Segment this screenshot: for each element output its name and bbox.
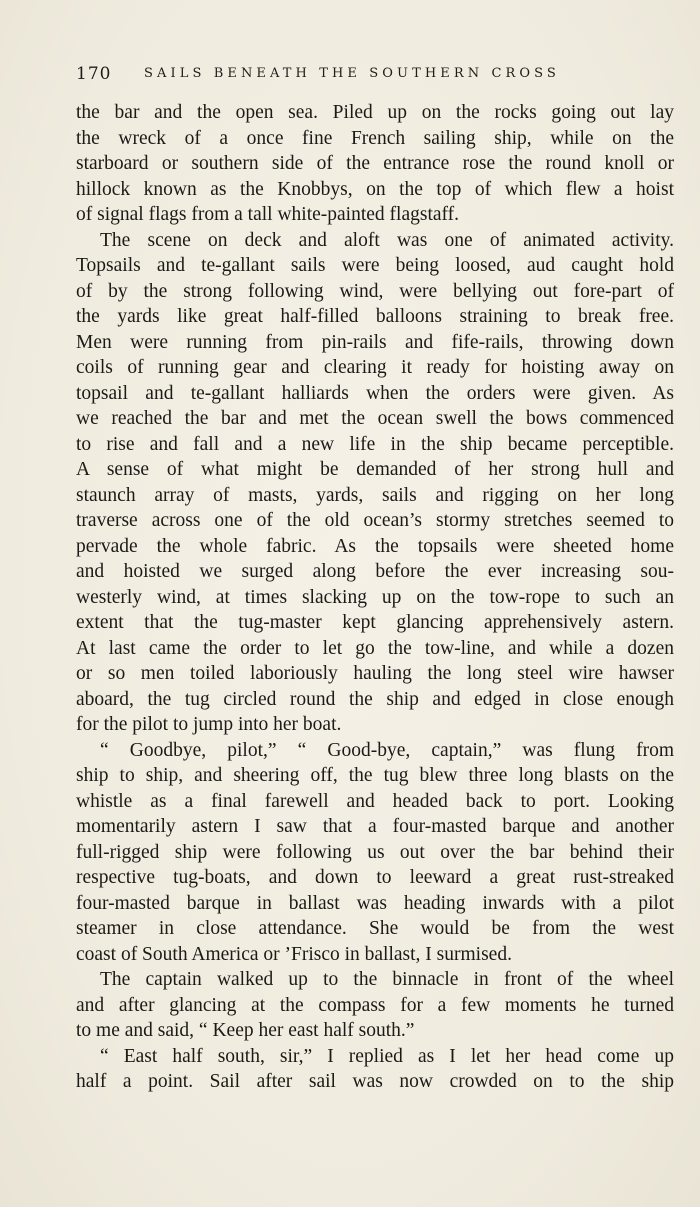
text-line: we reached the bar and met the ocean swell the bows commenced: [76, 408, 674, 429]
text-line: half a point. Sail after sail was now crowded on to the ship: [76, 1071, 674, 1092]
text-line: momentarily astern I saw that a four-masted barque and another: [76, 816, 674, 837]
text-line: A sense of what might be demanded of her strong hull and: [76, 459, 674, 480]
text-line: “ Goodbye, pilot,” “ Good-bye, captain,” was flung from: [100, 739, 674, 761]
text-line: for the pilot to jump into her boat.: [76, 714, 342, 735]
text-line: “ East half south, sir,” I replied as I let her head come up: [100, 1045, 674, 1067]
text-line: Men were running from pin-rails and fife-rails, throwing down: [76, 331, 674, 353]
text-line: At last came the order to let go the tow-line, and while a dozen: [76, 637, 674, 659]
text-line: hillock known as the Knobbys, on the top of which flew a hoist: [76, 178, 674, 200]
text-line: traverse across one of the old ocean’s stormy stretches seemed to: [76, 510, 674, 531]
text-line: The captain walked up to the binnacle in front of the wheel: [100, 969, 674, 990]
text-line: four-masted barque in ballast was heading inwards with a pilot: [76, 892, 674, 914]
text-line: and after glancing at the compass for a few moments he turned: [76, 994, 674, 1016]
text-line: respective tug-boats, and down to leeward a great rust-streaked: [76, 867, 674, 888]
text-line: the bar and the open sea. Piled up on the rocks going out lay: [76, 102, 674, 123]
text-line: The scene on deck and aloft was one of animated activity.: [100, 229, 674, 251]
text-line: whistle as a final farewell and headed back to port. Looking: [76, 790, 674, 812]
text-line: of signal flags from a tall white-painted flagstaff.: [76, 204, 460, 225]
text-line: Topsails and te-gallant sails were being loosed, aud caught hold: [76, 255, 674, 276]
text-line: to me and said, “ Keep her east half south.”: [76, 1020, 415, 1041]
text-line: and hoisted we surged along before the ever increasing sou-: [76, 561, 674, 582]
running-head: [76, 64, 676, 86]
text-line: coast of South America or ’Frisco in ballast, I surmised.: [76, 943, 512, 965]
text-line: the yards like great half-filled balloons straining to break free.: [76, 306, 674, 327]
text-line: steamer in close attendance. She would be from the west: [76, 918, 674, 939]
text-line: the wreck of a once fine French sailing ship, while on the: [76, 127, 674, 149]
text-line: westerly wind, at times slacking up on the tow-rope to such an: [76, 586, 674, 608]
text-line: ship to ship, and sheering off, the tug blew three long blasts on the: [76, 765, 674, 786]
text-line: full-rigged ship were following us out over the bar behind their: [76, 841, 674, 863]
text-line: pervade the whole fabric. As the topsails were sheeted home: [76, 535, 674, 557]
text-line: or so men toiled laboriously hauling the long steel wire hawser: [76, 663, 674, 684]
text-line: coils of running gear and clearing it ready for hoisting away on: [76, 357, 674, 378]
text-line: topsail and te-gallant halliards when the orders were given. As: [76, 382, 674, 404]
text-line: aboard, the tug circled round the ship and edged in close enough: [76, 688, 674, 710]
page-number: 170: [76, 64, 112, 84]
running-title: SAILS BENEATH THE SOUTHERN CROSS: [144, 66, 560, 81]
text-line: extent that the tug-master kept glancing apprehensively astern.: [76, 612, 674, 633]
body-text: [76, 100, 674, 1095]
text-line: to rise and fall and a new life in the ship became perceptible.: [76, 433, 674, 455]
text-line: staunch array of masts, yards, sails and rigging on her long: [76, 484, 674, 506]
text-line: of by the strong following wind, were bellying out fore-part of: [76, 280, 674, 302]
text-line: starboard or southern side of the entrance rose the round knoll or: [76, 153, 674, 174]
